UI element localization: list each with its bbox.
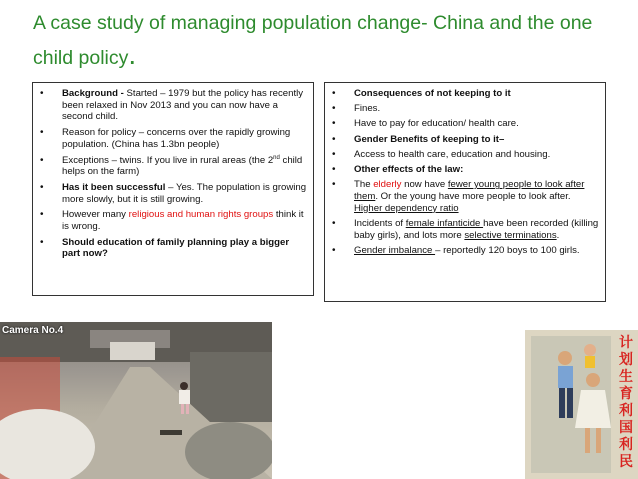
bullet-heading: Has it been successful (62, 181, 166, 193)
bullet-pay (325, 118, 599, 130)
street-scene-illustration (0, 322, 272, 479)
bullet-text: think it is wrong. (62, 209, 304, 233)
underlined-text: selective terminations (464, 229, 557, 241)
bullet-infanticide (325, 218, 599, 241)
bullet-text: The (354, 179, 374, 191)
bullet-heading: Should education of family planning play a bigger part now? (62, 236, 290, 260)
bullet-text: child helps on the farm) (62, 154, 303, 178)
bullet-text: Have to pay for education/ health care. (354, 118, 519, 130)
slide-title (33, 6, 623, 76)
slide-title-text: A case study of managing population change- China and the one child policy (33, 12, 593, 69)
bullet-text: have been recorded (killing baby girls), and lots more (354, 217, 599, 241)
bullet-text: However many (62, 209, 129, 221)
bullet-text: Fines. (354, 103, 381, 115)
bullet-text: – Yes. The population is growing more slowly, but it is still growing. (62, 181, 307, 205)
underlined-text: Higher dependency ratio (354, 202, 459, 214)
underlined-text: Gender imbalance (354, 244, 436, 256)
bullet-gender-imbalance (325, 245, 599, 257)
bullet-text: . Or the young have more people to look after. (375, 190, 571, 202)
bullet-heading: Gender Benefits of keeping to it– (354, 133, 505, 145)
bullet-reason (33, 127, 307, 150)
bullet-benefits-heading (325, 134, 599, 146)
bullet-heading: Consequences of not keeping to it (354, 88, 511, 99)
consequences-panel (324, 82, 606, 302)
bullet-success (33, 182, 307, 205)
camera-label: Camera No.4 (2, 325, 64, 336)
propaganda-poster (525, 330, 638, 479)
bullet-exceptions (33, 155, 307, 178)
bullet-text: Reason for policy – concerns over the rapidly growing population. (China has 1.3bn people) (62, 127, 291, 150)
bullet-opposition (33, 209, 307, 232)
bullet-heading: Background - (62, 88, 124, 99)
bullet-text: Incidents of (354, 217, 406, 229)
poster-slogan: 计划生育利国利民 (619, 334, 633, 469)
bullet-question (33, 237, 307, 260)
highlighted-text: elderly (373, 179, 402, 191)
bullet-text: Exceptions – twins. If you live in rural areas (the 2 (62, 154, 274, 166)
bullet-text: Access to health care, education and housing. (354, 148, 551, 160)
bullet-elderly (325, 179, 599, 214)
underlined-text: female infanticide (405, 217, 484, 229)
title-period: . (128, 39, 137, 70)
bullet-access (325, 149, 599, 161)
bullet-consequences-heading (325, 88, 599, 100)
bullet-effects-heading (325, 164, 599, 176)
bullet-heading: Other effects of the law: (354, 164, 464, 176)
underlined-text: fewer young people to look after them (354, 179, 585, 202)
bullet-text: . (556, 229, 560, 241)
bullet-text: Started – 1979 but the policy has recently been relaxed in Nov 2013 and you can now have a second child. (62, 88, 304, 123)
bullet-text: now have (401, 179, 448, 191)
background-panel (32, 82, 314, 296)
highlighted-text: religious and human rights groups (128, 209, 274, 221)
bullet-text: – reportedly 120 boys to 100 girls. (435, 244, 580, 256)
cctv-street-photo (0, 322, 272, 479)
superscript: nd (273, 154, 280, 161)
bullet-background (33, 88, 307, 123)
bullet-fines (325, 103, 599, 115)
